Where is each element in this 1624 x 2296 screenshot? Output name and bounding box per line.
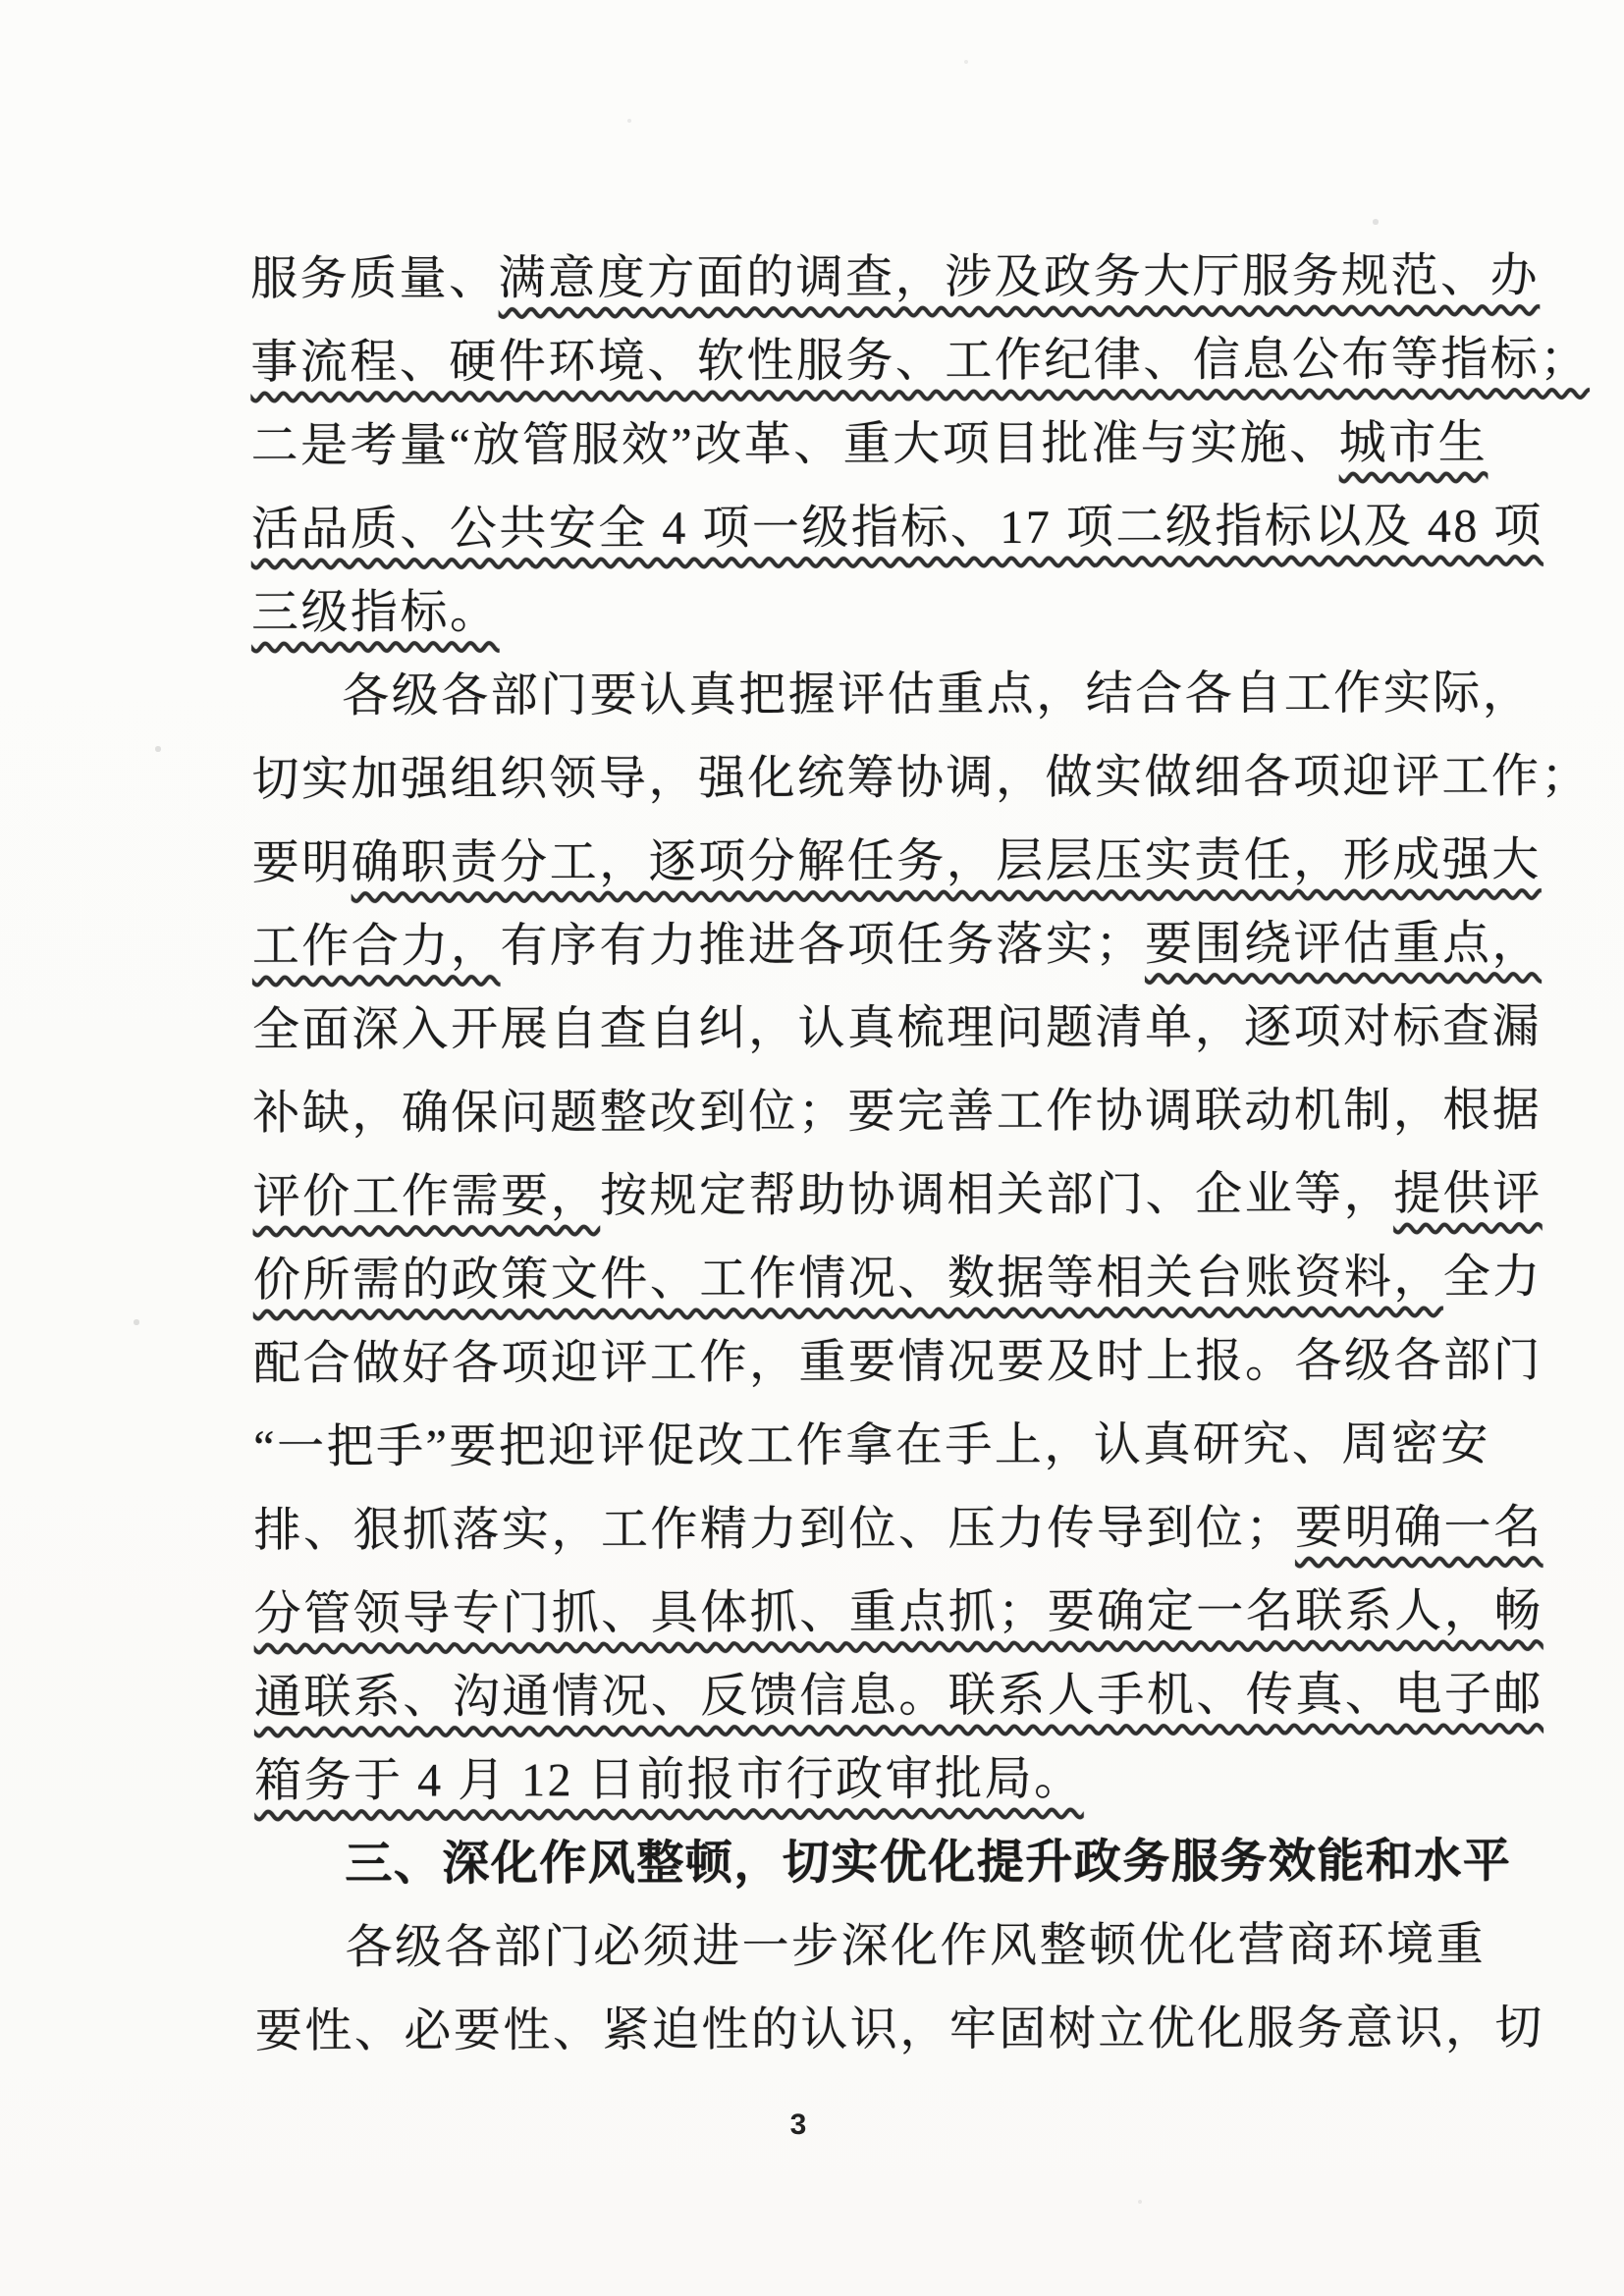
text-segment: 按规定帮助协调相关部门、企业等， — [600, 1167, 1394, 1223]
text-segment: 各级各部门必须进一步深化作风整顿优化营商环境重 — [345, 1918, 1487, 1974]
text-segment: 排、狠抓落实，工作精力到位、压力传导到位； — [253, 1502, 1296, 1557]
page-footer — [0, 2109, 1624, 2142]
text-line — [251, 734, 1592, 822]
text-line — [253, 1235, 1579, 1322]
text-line — [252, 985, 1578, 1072]
text-segment: 有序有力推进各项任务落实； — [500, 918, 1145, 973]
document-body — [250, 234, 1592, 2073]
underlined-text-segment: 活品质、公共安全 4 项一级指标、17 项二级指标以及 48 项 — [250, 500, 1543, 556]
text-segment: 切实加强组织领导，强化统筹协调，做实做细各项迎评工作； — [251, 750, 1592, 806]
text-line — [254, 1569, 1580, 1656]
underlined-text-segment: 分管领导专门抓、具体抓、重点抓；要确定一名联系人，畅 — [253, 1584, 1543, 1640]
underlined-text-segment: 要围绕评估重点， — [1144, 917, 1543, 971]
underlined-text-segment: 要明确一名 — [1294, 1501, 1543, 1555]
underlined-text-segment: 三级指标。 — [250, 586, 500, 639]
underlined-text-segment: 通联系、沟通情况、反馈信息。联系人手机、传真、电子邮 — [253, 1668, 1543, 1724]
text-line — [253, 1402, 1579, 1489]
text-line — [251, 567, 1577, 655]
text-segment: 配合做好各项迎评工作，重要情况要及时上报。各级各部门 — [252, 1334, 1543, 1390]
text-segment: 各级各部门要认真把握评估重点，结合各自工作实际， — [342, 667, 1533, 722]
text-segment: 服务质量、 — [250, 252, 499, 305]
heading-text: 三、深化作风整顿，切实优化提升政务服务效能和水平 — [345, 1835, 1512, 1891]
text-segment: 要明 — [251, 836, 352, 889]
text-segment: 要性、必要性、紧迫性的认识，牢固树立优化服务意识，切 — [254, 2002, 1544, 2057]
section-heading — [254, 1819, 1580, 1906]
text-line — [254, 1902, 1580, 1990]
text-line — [255, 1986, 1581, 2073]
underlined-text-segment: 确职责分工，逐项分解任务，层层压实责任，形成强大 — [351, 833, 1542, 889]
text-line — [252, 1068, 1578, 1155]
text-line — [251, 651, 1577, 738]
text-line — [254, 1652, 1580, 1739]
text-line — [250, 234, 1576, 321]
underlined-text-segment: 价所需的政策文件、工作情况、数据等相关台账资料， — [252, 1251, 1443, 1307]
underlined-text-segment: 事流程、硬件环境、软性服务、工作纪律、信息公布等指标； — [250, 333, 1590, 389]
text-segment: 补缺，确保问题整改到位；要完善工作协调联动机制，根据 — [252, 1084, 1543, 1140]
scan-noise — [0, 0, 2, 2]
underlined-text-segment: 箱务于 4 月 12 日前报市行政审批局。 — [254, 1752, 1084, 1807]
text-line — [253, 1318, 1579, 1406]
text-line — [254, 1735, 1580, 1823]
text-line — [252, 901, 1578, 988]
underlined-text-segment: 城市生 — [1338, 416, 1489, 470]
page-number: 3 — [789, 2109, 807, 2141]
text-segment: 全力 — [1442, 1251, 1543, 1304]
text-line — [250, 317, 1590, 404]
text-line — [250, 400, 1576, 488]
text-line — [252, 1151, 1578, 1239]
text-line — [253, 1485, 1579, 1573]
text-segment: 全面深入开展自查自纠，认真梳理问题清单，逐项对标查漏 — [252, 1000, 1543, 1056]
underlined-text-segment: 工作合力， — [251, 920, 501, 973]
underlined-text-segment: 评价工作需要， — [252, 1170, 601, 1223]
text-segment: “一把手”要把迎评促改工作拿在手上，认真研究、周密安 — [253, 1417, 1490, 1473]
text-segment: 二是考量“放管服效”改革、重大项目批准与实施、 — [250, 417, 1339, 472]
underlined-text-segment: 提供评 — [1393, 1167, 1543, 1220]
text-line — [251, 484, 1577, 571]
text-line — [252, 818, 1578, 905]
underlined-text-segment: 满意度方面的调查，涉及政务大厅服务规范、办 — [498, 249, 1541, 305]
